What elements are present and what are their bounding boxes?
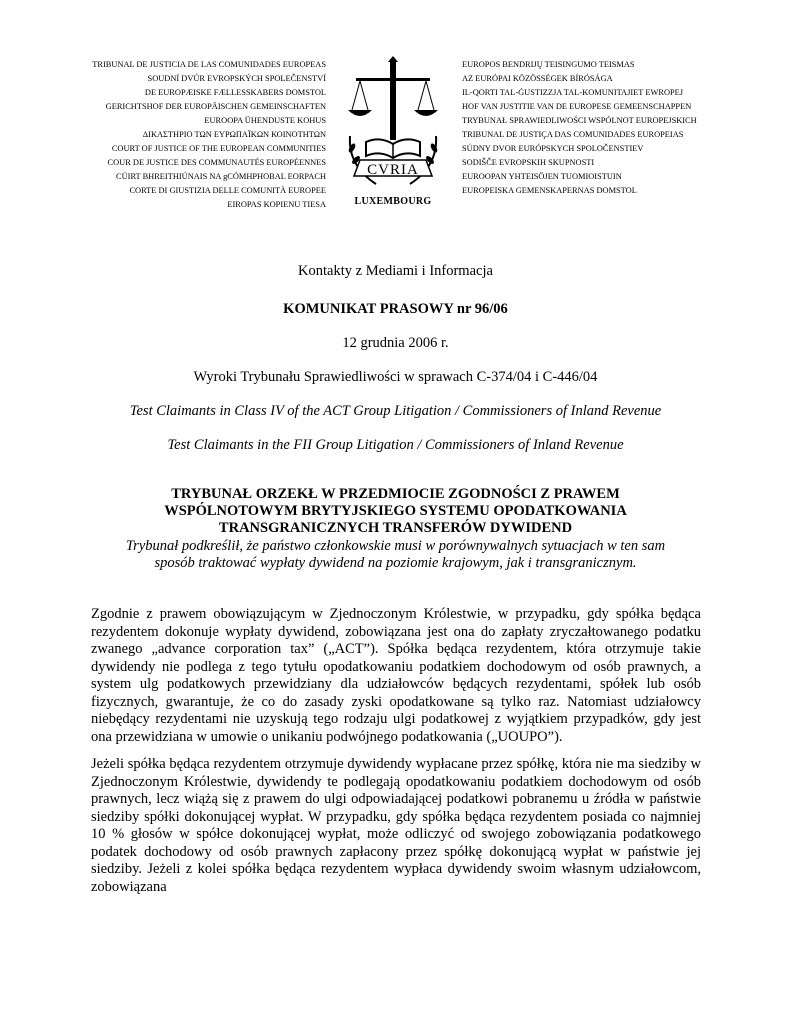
headline-line: TRYBUNAŁ ORZEKŁ W PRZEDMIOCIE ZGODNOŚCI Z PRAWEM	[171, 486, 620, 502]
court-name: SOUDNÍ DVŮR EVROPSKÝCH SPOLEČENSTVÍ	[147, 74, 326, 83]
court-names-right	[462, 58, 762, 198]
court-name: DE EUROPÆISKE FÆLLESSKABERS DOMSTOL	[144, 88, 326, 97]
court-names-left	[40, 58, 326, 212]
headline	[90, 486, 701, 537]
court-name: EUROPEISKA GEMENSKAPERNAS DOMSTOL	[462, 186, 637, 195]
court-name: ΔΙΚΑΣΤΗΡΙΟ ΤΩΝ ΕΥΡΩΠΑΪΚΩΝ ΚΟΙΝΟΤΗΤΩΝ	[142, 130, 326, 139]
court-name: COUR DE JUSTICE DES COMMUNAUTÉS EUROPÉENNES	[107, 158, 326, 167]
city-name: LUXEMBOURG	[354, 196, 432, 207]
cvria-logo	[336, 56, 450, 216]
court-name: EIROPAS KOPIENU TIESA	[227, 200, 326, 209]
contact-line: Kontakty z Mediami i Informacja	[298, 263, 493, 279]
body-text	[91, 606, 701, 906]
court-name: SODIŠČE EVROPSKIH SKUPNOSTI	[462, 158, 595, 167]
paragraph: Zgodnie z prawem obowiązującym w Zjednoczonym Królestwie, w przypadku, gdy spółka będąca rezydentem dokonuje wypłaty dywidend, zobowiązana jest ona do zapłaty zryczałtowanego podatku zwanego „advance corporation tax” („ACT”). Spółka będąca rezydentem, która otrzymuje takie dywidendy nie podlega z tego tytułu opodatkowaniu podatkiem dochodowym od osób prawnych, a system ulg podatkowych przewidziany dla udziałowców będących rezydentami, spółek lub osób fizycznych, gwarantuje, że co do zasady zyski opodatkowane są tylko raz. Natomiast udziałowcy niebędący rezydentami nie uzyskują tego rodzaju ulgi podatkowej z wyjątkiem przypadków, gdy jest ona przewidziana w umowie o unikaniu podwójnego podatkowania („UOUPO”).	[91, 606, 701, 745]
press-release-number: KOMUNIKAT PRASOWY nr 96/06	[283, 301, 508, 317]
logo-text: CVRIA	[367, 162, 419, 178]
court-name: EUROPOS BENDRIJŲ TEISINGUMO TEISMAS	[462, 60, 635, 69]
subheadline-line: sposób traktować wypłaty dywidend na poziomie krajowym, jak i transgranicznym.	[154, 555, 637, 571]
court-name: CÚIRT BHREITHIÚNAIS NA gCÓMHPHOBAL EORPACH	[116, 172, 326, 181]
court-name: CORTE DI GIUSTIZIA DELLE COMUNITÀ EUROPEE	[129, 186, 326, 195]
court-name: EUROOPA ÜHENDUSTE KOHUS	[204, 116, 326, 125]
cvria-emblem-icon	[336, 56, 450, 196]
case-name-2: Test Claimants in the FII Group Litigation / Commissioners of Inland Revenue	[167, 437, 624, 453]
paragraph: Jeżeli spółka będąca rezydentem otrzymuje dywidendy wypłacane przez spółkę, która nie ma siedziby w Zjednoczonym Królestwie, dywidendy te podlegają opodatkowaniu podatkiem dochodowym od osób prawnych, lecz wiążą się z prawem do ulgi odpowiadającej podatkowi pobranemu u źródła w państwie siedziby spółki dokonującej wypłat. W przypadku, gdy spółka będąca rezydentem posiada co najmniej 10 % głosów w spółce dokonującej wypłat, może odliczyć od swojego zobowiązania podatkowego podatek dochodowy od osób prawnych zapłacony przez spółkę dokonującą wypłat w państwie jej siedziby. Jeżeli z kolei spółka będąca rezydentem wypłaca dywidendy swoim własnym udziałowcom, zobowiązana	[91, 756, 701, 895]
court-name: COURT OF JUSTICE OF THE EUROPEAN COMMUNITIES	[111, 144, 326, 153]
judgments-line: Wyroki Trybunału Sprawiedliwości w sprawach C-374/04 i C-446/04	[193, 369, 598, 385]
subheadline-line: Trybunał podkreślił, że państwo członkowskie musi w porównywalnych sytuacjach w ten sam	[125, 538, 666, 554]
court-name: SÚDNY DVOR EURÓPSKYCH SPOLOČENSTIEV	[462, 144, 644, 153]
court-name: EUROOPAN YHTEISÖJEN TUOMIOISTUIN	[462, 172, 622, 181]
court-name: GERICHTSHOF DER EUROPÄISCHEN GEMEINSCHAFTEN	[105, 102, 326, 111]
release-date: 12 grudnia 2006 r.	[342, 335, 449, 351]
court-name: TRIBUNAL DE JUSTIÇA DAS COMUNIDADES EUROPEIAS	[462, 130, 684, 139]
headline-line: WSPÓLNOTOWYM BRYTYJSKIEGO SYSTEMU OPODATKOWANIA	[164, 503, 627, 519]
headline-line: TRANSGRANICZNYCH TRANSFERÓW DYWIDEND	[218, 520, 573, 536]
court-name: HOF VAN JUSTITIE VAN DE EUROPESE GEMEENSCHAPPEN	[462, 102, 692, 111]
court-name: TRIBUNAL DE JUSTICIA DE LAS COMUNIDADES EUROPEAS	[92, 60, 326, 69]
court-name: AZ EURÓPAI KÖZÖSSÉGEK BÍRÓSÁGA	[462, 74, 613, 83]
court-name: IL-QORTI TAL-ĠUSTIZZJA TAL-KOMUNITAJIET EWROPEJ	[462, 88, 684, 97]
case-name-1: Test Claimants in Class IV of the ACT Group Litigation / Commissioners of Inland Revenue	[129, 403, 662, 419]
court-name: TRYBUNAŁ SPRAWIEDLIWOŚCI WSPÓLNOT EUROPEJSKICH	[462, 116, 697, 125]
subheadline	[90, 538, 701, 572]
